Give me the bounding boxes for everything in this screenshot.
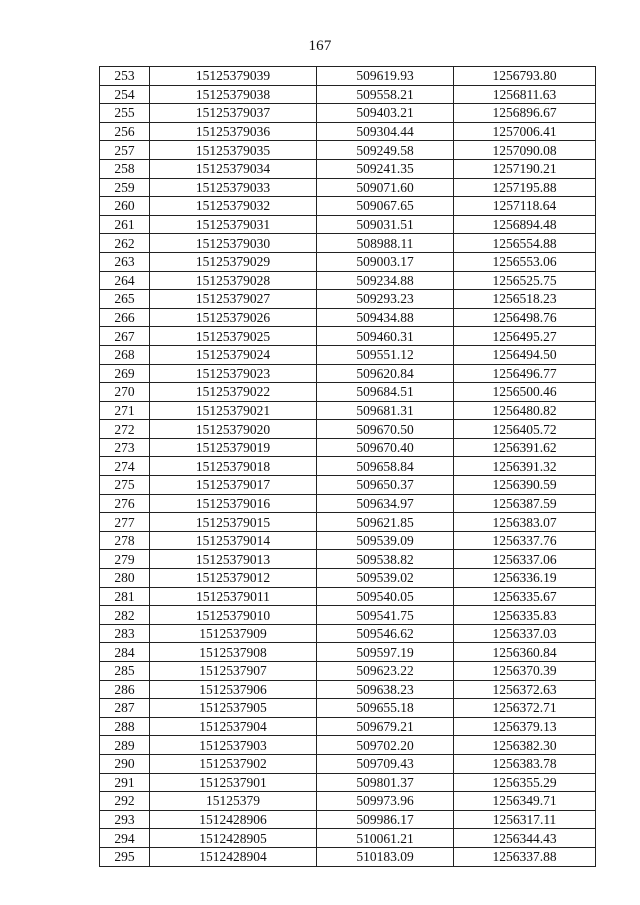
row-number-cell: 293 bbox=[100, 810, 150, 829]
x-coordinate-cell: 509304.44 bbox=[317, 122, 454, 141]
point-id-cell: 15125379026 bbox=[150, 308, 317, 327]
y-coordinate-cell: 1256344.43 bbox=[454, 829, 596, 848]
row-number-cell: 262 bbox=[100, 234, 150, 253]
row-number-cell: 270 bbox=[100, 383, 150, 402]
point-id-cell: 15125379022 bbox=[150, 383, 317, 402]
point-id-cell: 1512537904 bbox=[150, 717, 317, 736]
table-row bbox=[100, 531, 596, 550]
y-coordinate-cell: 1257190.21 bbox=[454, 159, 596, 178]
y-coordinate-cell: 1256500.46 bbox=[454, 383, 596, 402]
x-coordinate-cell: 509067.65 bbox=[317, 197, 454, 216]
y-coordinate-cell: 1256372.63 bbox=[454, 680, 596, 699]
x-coordinate-cell: 509551.12 bbox=[317, 345, 454, 364]
row-number-cell: 255 bbox=[100, 104, 150, 123]
row-number-cell: 278 bbox=[100, 531, 150, 550]
x-coordinate-cell: 509801.37 bbox=[317, 773, 454, 792]
row-number-cell: 256 bbox=[100, 122, 150, 141]
point-id-cell: 15125379023 bbox=[150, 364, 317, 383]
table-row bbox=[100, 141, 596, 160]
x-coordinate-cell: 509670.50 bbox=[317, 420, 454, 439]
table-row bbox=[100, 401, 596, 420]
table-row bbox=[100, 513, 596, 532]
x-coordinate-cell: 509434.88 bbox=[317, 308, 454, 327]
x-coordinate-cell: 509031.51 bbox=[317, 215, 454, 234]
row-number-cell: 260 bbox=[100, 197, 150, 216]
x-coordinate-cell: 509071.60 bbox=[317, 178, 454, 197]
x-coordinate-cell: 509681.31 bbox=[317, 401, 454, 420]
table-row bbox=[100, 550, 596, 569]
row-number-cell: 263 bbox=[100, 252, 150, 271]
y-coordinate-cell: 1256360.84 bbox=[454, 643, 596, 662]
point-id-cell: 15125379024 bbox=[150, 345, 317, 364]
point-id-cell: 15125379020 bbox=[150, 420, 317, 439]
x-coordinate-cell: 509658.84 bbox=[317, 457, 454, 476]
x-coordinate-cell: 509541.75 bbox=[317, 606, 454, 625]
row-number-cell: 259 bbox=[100, 178, 150, 197]
point-id-cell: 1512428905 bbox=[150, 829, 317, 848]
point-id-cell: 15125379031 bbox=[150, 215, 317, 234]
x-coordinate-cell: 509623.22 bbox=[317, 662, 454, 681]
x-coordinate-cell: 509241.35 bbox=[317, 159, 454, 178]
point-id-cell: 15125379017 bbox=[150, 476, 317, 495]
point-id-cell: 15125379021 bbox=[150, 401, 317, 420]
x-coordinate-cell: 509973.96 bbox=[317, 792, 454, 811]
y-coordinate-cell: 1256383.78 bbox=[454, 754, 596, 773]
table-row bbox=[100, 197, 596, 216]
row-number-cell: 276 bbox=[100, 494, 150, 513]
point-id-cell: 1512537906 bbox=[150, 680, 317, 699]
row-number-cell: 266 bbox=[100, 308, 150, 327]
y-coordinate-cell: 1256335.83 bbox=[454, 606, 596, 625]
point-id-cell: 15125379037 bbox=[150, 104, 317, 123]
x-coordinate-cell: 508988.11 bbox=[317, 234, 454, 253]
point-id-cell: 1512428904 bbox=[150, 847, 317, 866]
point-id-cell: 15125379016 bbox=[150, 494, 317, 513]
row-number-cell: 265 bbox=[100, 290, 150, 309]
table-row bbox=[100, 754, 596, 773]
y-coordinate-cell: 1256894.48 bbox=[454, 215, 596, 234]
point-id-cell: 15125379033 bbox=[150, 178, 317, 197]
y-coordinate-cell: 1256525.75 bbox=[454, 271, 596, 290]
table-row bbox=[100, 680, 596, 699]
table-row bbox=[100, 494, 596, 513]
x-coordinate-cell: 509003.17 bbox=[317, 252, 454, 271]
row-number-cell: 289 bbox=[100, 736, 150, 755]
point-id-cell: 15125379036 bbox=[150, 122, 317, 141]
table-row bbox=[100, 643, 596, 662]
y-coordinate-cell: 1257118.64 bbox=[454, 197, 596, 216]
point-id-cell: 15125379011 bbox=[150, 587, 317, 606]
point-id-cell: 1512537907 bbox=[150, 662, 317, 681]
row-number-cell: 253 bbox=[100, 67, 150, 86]
row-number-cell: 275 bbox=[100, 476, 150, 495]
point-id-cell: 15125379027 bbox=[150, 290, 317, 309]
table-row bbox=[100, 606, 596, 625]
table-row bbox=[100, 773, 596, 792]
x-coordinate-cell: 509634.97 bbox=[317, 494, 454, 513]
y-coordinate-cell: 1256494.50 bbox=[454, 345, 596, 364]
y-coordinate-cell: 1257006.41 bbox=[454, 122, 596, 141]
row-number-cell: 273 bbox=[100, 438, 150, 457]
row-number-cell: 264 bbox=[100, 271, 150, 290]
row-number-cell: 277 bbox=[100, 513, 150, 532]
table-row bbox=[100, 587, 596, 606]
table-row bbox=[100, 829, 596, 848]
row-number-cell: 294 bbox=[100, 829, 150, 848]
x-coordinate-cell: 509293.23 bbox=[317, 290, 454, 309]
x-coordinate-cell: 509684.51 bbox=[317, 383, 454, 402]
point-id-cell: 15125379 bbox=[150, 792, 317, 811]
row-number-cell: 261 bbox=[100, 215, 150, 234]
x-coordinate-cell: 509539.09 bbox=[317, 531, 454, 550]
x-coordinate-cell: 510061.21 bbox=[317, 829, 454, 848]
row-number-cell: 274 bbox=[100, 457, 150, 476]
row-number-cell: 291 bbox=[100, 773, 150, 792]
row-number-cell: 269 bbox=[100, 364, 150, 383]
x-coordinate-cell: 509597.19 bbox=[317, 643, 454, 662]
table-row bbox=[100, 810, 596, 829]
point-id-cell: 15125379038 bbox=[150, 85, 317, 104]
table-row bbox=[100, 457, 596, 476]
point-id-cell: 15125379014 bbox=[150, 531, 317, 550]
point-id-cell: 15125379012 bbox=[150, 569, 317, 588]
y-coordinate-cell: 1257090.08 bbox=[454, 141, 596, 160]
table-row bbox=[100, 569, 596, 588]
x-coordinate-cell: 509403.21 bbox=[317, 104, 454, 123]
x-coordinate-cell: 509234.88 bbox=[317, 271, 454, 290]
point-id-cell: 15125379035 bbox=[150, 141, 317, 160]
table-row bbox=[100, 327, 596, 346]
y-coordinate-cell: 1256372.71 bbox=[454, 699, 596, 718]
x-coordinate-cell: 509460.31 bbox=[317, 327, 454, 346]
row-number-cell: 257 bbox=[100, 141, 150, 160]
y-coordinate-cell: 1256496.77 bbox=[454, 364, 596, 383]
table-row bbox=[100, 290, 596, 309]
table-row bbox=[100, 122, 596, 141]
point-id-cell: 15125379028 bbox=[150, 271, 317, 290]
x-coordinate-cell: 509538.82 bbox=[317, 550, 454, 569]
y-coordinate-cell: 1256405.72 bbox=[454, 420, 596, 439]
y-coordinate-cell: 1256391.32 bbox=[454, 457, 596, 476]
y-coordinate-cell: 1256370.39 bbox=[454, 662, 596, 681]
y-coordinate-cell: 1256391.62 bbox=[454, 438, 596, 457]
y-coordinate-cell: 1256337.06 bbox=[454, 550, 596, 569]
y-coordinate-cell: 1256337.88 bbox=[454, 847, 596, 866]
row-number-cell: 283 bbox=[100, 624, 150, 643]
table-row bbox=[100, 847, 596, 866]
row-number-cell: 280 bbox=[100, 569, 150, 588]
point-id-cell: 15125379018 bbox=[150, 457, 317, 476]
row-number-cell: 271 bbox=[100, 401, 150, 420]
table-row bbox=[100, 717, 596, 736]
point-id-cell: 15125379013 bbox=[150, 550, 317, 569]
x-coordinate-cell: 509986.17 bbox=[317, 810, 454, 829]
row-number-cell: 254 bbox=[100, 85, 150, 104]
row-number-cell: 287 bbox=[100, 699, 150, 718]
x-coordinate-cell: 509620.84 bbox=[317, 364, 454, 383]
row-number-cell: 258 bbox=[100, 159, 150, 178]
table-row bbox=[100, 662, 596, 681]
point-id-cell: 15125379019 bbox=[150, 438, 317, 457]
row-number-cell: 268 bbox=[100, 345, 150, 364]
x-coordinate-cell: 509546.62 bbox=[317, 624, 454, 643]
table-row bbox=[100, 234, 596, 253]
y-coordinate-cell: 1256793.80 bbox=[454, 67, 596, 86]
x-coordinate-cell: 509650.37 bbox=[317, 476, 454, 495]
table-row bbox=[100, 178, 596, 197]
table-row bbox=[100, 792, 596, 811]
point-id-cell: 15125379015 bbox=[150, 513, 317, 532]
x-coordinate-cell: 509558.21 bbox=[317, 85, 454, 104]
y-coordinate-cell: 1256317.11 bbox=[454, 810, 596, 829]
point-id-cell: 1512428906 bbox=[150, 810, 317, 829]
row-number-cell: 286 bbox=[100, 680, 150, 699]
point-id-cell: 15125379034 bbox=[150, 159, 317, 178]
point-id-cell: 15125379010 bbox=[150, 606, 317, 625]
row-number-cell: 295 bbox=[100, 847, 150, 866]
y-coordinate-cell: 1256480.82 bbox=[454, 401, 596, 420]
y-coordinate-cell: 1256390.59 bbox=[454, 476, 596, 495]
y-coordinate-cell: 1256387.59 bbox=[454, 494, 596, 513]
y-coordinate-cell: 1256518.23 bbox=[454, 290, 596, 309]
table-row bbox=[100, 159, 596, 178]
row-number-cell: 281 bbox=[100, 587, 150, 606]
row-number-cell: 288 bbox=[100, 717, 150, 736]
row-number-cell: 282 bbox=[100, 606, 150, 625]
x-coordinate-cell: 510183.09 bbox=[317, 847, 454, 866]
table-row bbox=[100, 104, 596, 123]
y-coordinate-cell: 1256498.76 bbox=[454, 308, 596, 327]
table-row bbox=[100, 252, 596, 271]
y-coordinate-cell: 1256554.88 bbox=[454, 234, 596, 253]
y-coordinate-cell: 1256335.67 bbox=[454, 587, 596, 606]
table-row bbox=[100, 345, 596, 364]
y-coordinate-cell: 1256896.67 bbox=[454, 104, 596, 123]
y-coordinate-cell: 1256811.63 bbox=[454, 85, 596, 104]
table-body bbox=[100, 67, 596, 867]
y-coordinate-cell: 1256379.13 bbox=[454, 717, 596, 736]
y-coordinate-cell: 1256383.07 bbox=[454, 513, 596, 532]
x-coordinate-cell: 509638.23 bbox=[317, 680, 454, 699]
x-coordinate-cell: 509709.43 bbox=[317, 754, 454, 773]
point-id-cell: 15125379030 bbox=[150, 234, 317, 253]
y-coordinate-cell: 1256382.30 bbox=[454, 736, 596, 755]
page-number: 167 bbox=[308, 38, 332, 54]
table-row bbox=[100, 420, 596, 439]
point-id-cell: 1512537903 bbox=[150, 736, 317, 755]
y-coordinate-cell: 1256349.71 bbox=[454, 792, 596, 811]
table-row bbox=[100, 215, 596, 234]
table-row bbox=[100, 271, 596, 290]
y-coordinate-cell: 1256495.27 bbox=[454, 327, 596, 346]
y-coordinate-cell: 1256337.03 bbox=[454, 624, 596, 643]
table-row bbox=[100, 736, 596, 755]
point-id-cell: 1512537909 bbox=[150, 624, 317, 643]
table-row bbox=[100, 699, 596, 718]
y-coordinate-cell: 1256337.76 bbox=[454, 531, 596, 550]
table-row bbox=[100, 67, 596, 86]
table-row bbox=[100, 624, 596, 643]
point-id-cell: 15125379025 bbox=[150, 327, 317, 346]
x-coordinate-cell: 509679.21 bbox=[317, 717, 454, 736]
y-coordinate-cell: 1257195.88 bbox=[454, 178, 596, 197]
x-coordinate-cell: 509702.20 bbox=[317, 736, 454, 755]
table-row bbox=[100, 308, 596, 327]
table-row bbox=[100, 476, 596, 495]
x-coordinate-cell: 509539.02 bbox=[317, 569, 454, 588]
x-coordinate-cell: 509621.85 bbox=[317, 513, 454, 532]
table-row bbox=[100, 438, 596, 457]
x-coordinate-cell: 509540.05 bbox=[317, 587, 454, 606]
row-number-cell: 290 bbox=[100, 754, 150, 773]
y-coordinate-cell: 1256336.19 bbox=[454, 569, 596, 588]
coordinates-table bbox=[99, 66, 596, 867]
row-number-cell: 284 bbox=[100, 643, 150, 662]
point-id-cell: 1512537902 bbox=[150, 754, 317, 773]
point-id-cell: 1512537905 bbox=[150, 699, 317, 718]
x-coordinate-cell: 509655.18 bbox=[317, 699, 454, 718]
row-number-cell: 272 bbox=[100, 420, 150, 439]
row-number-cell: 292 bbox=[100, 792, 150, 811]
x-coordinate-cell: 509670.40 bbox=[317, 438, 454, 457]
row-number-cell: 267 bbox=[100, 327, 150, 346]
point-id-cell: 15125379039 bbox=[150, 67, 317, 86]
point-id-cell: 15125379029 bbox=[150, 252, 317, 271]
point-id-cell: 1512537901 bbox=[150, 773, 317, 792]
x-coordinate-cell: 509619.93 bbox=[317, 67, 454, 86]
table-row bbox=[100, 364, 596, 383]
point-id-cell: 1512537908 bbox=[150, 643, 317, 662]
table-row bbox=[100, 85, 596, 104]
point-id-cell: 15125379032 bbox=[150, 197, 317, 216]
row-number-cell: 279 bbox=[100, 550, 150, 569]
table-row bbox=[100, 383, 596, 402]
y-coordinate-cell: 1256553.06 bbox=[454, 252, 596, 271]
x-coordinate-cell: 509249.58 bbox=[317, 141, 454, 160]
row-number-cell: 285 bbox=[100, 662, 150, 681]
y-coordinate-cell: 1256355.29 bbox=[454, 773, 596, 792]
